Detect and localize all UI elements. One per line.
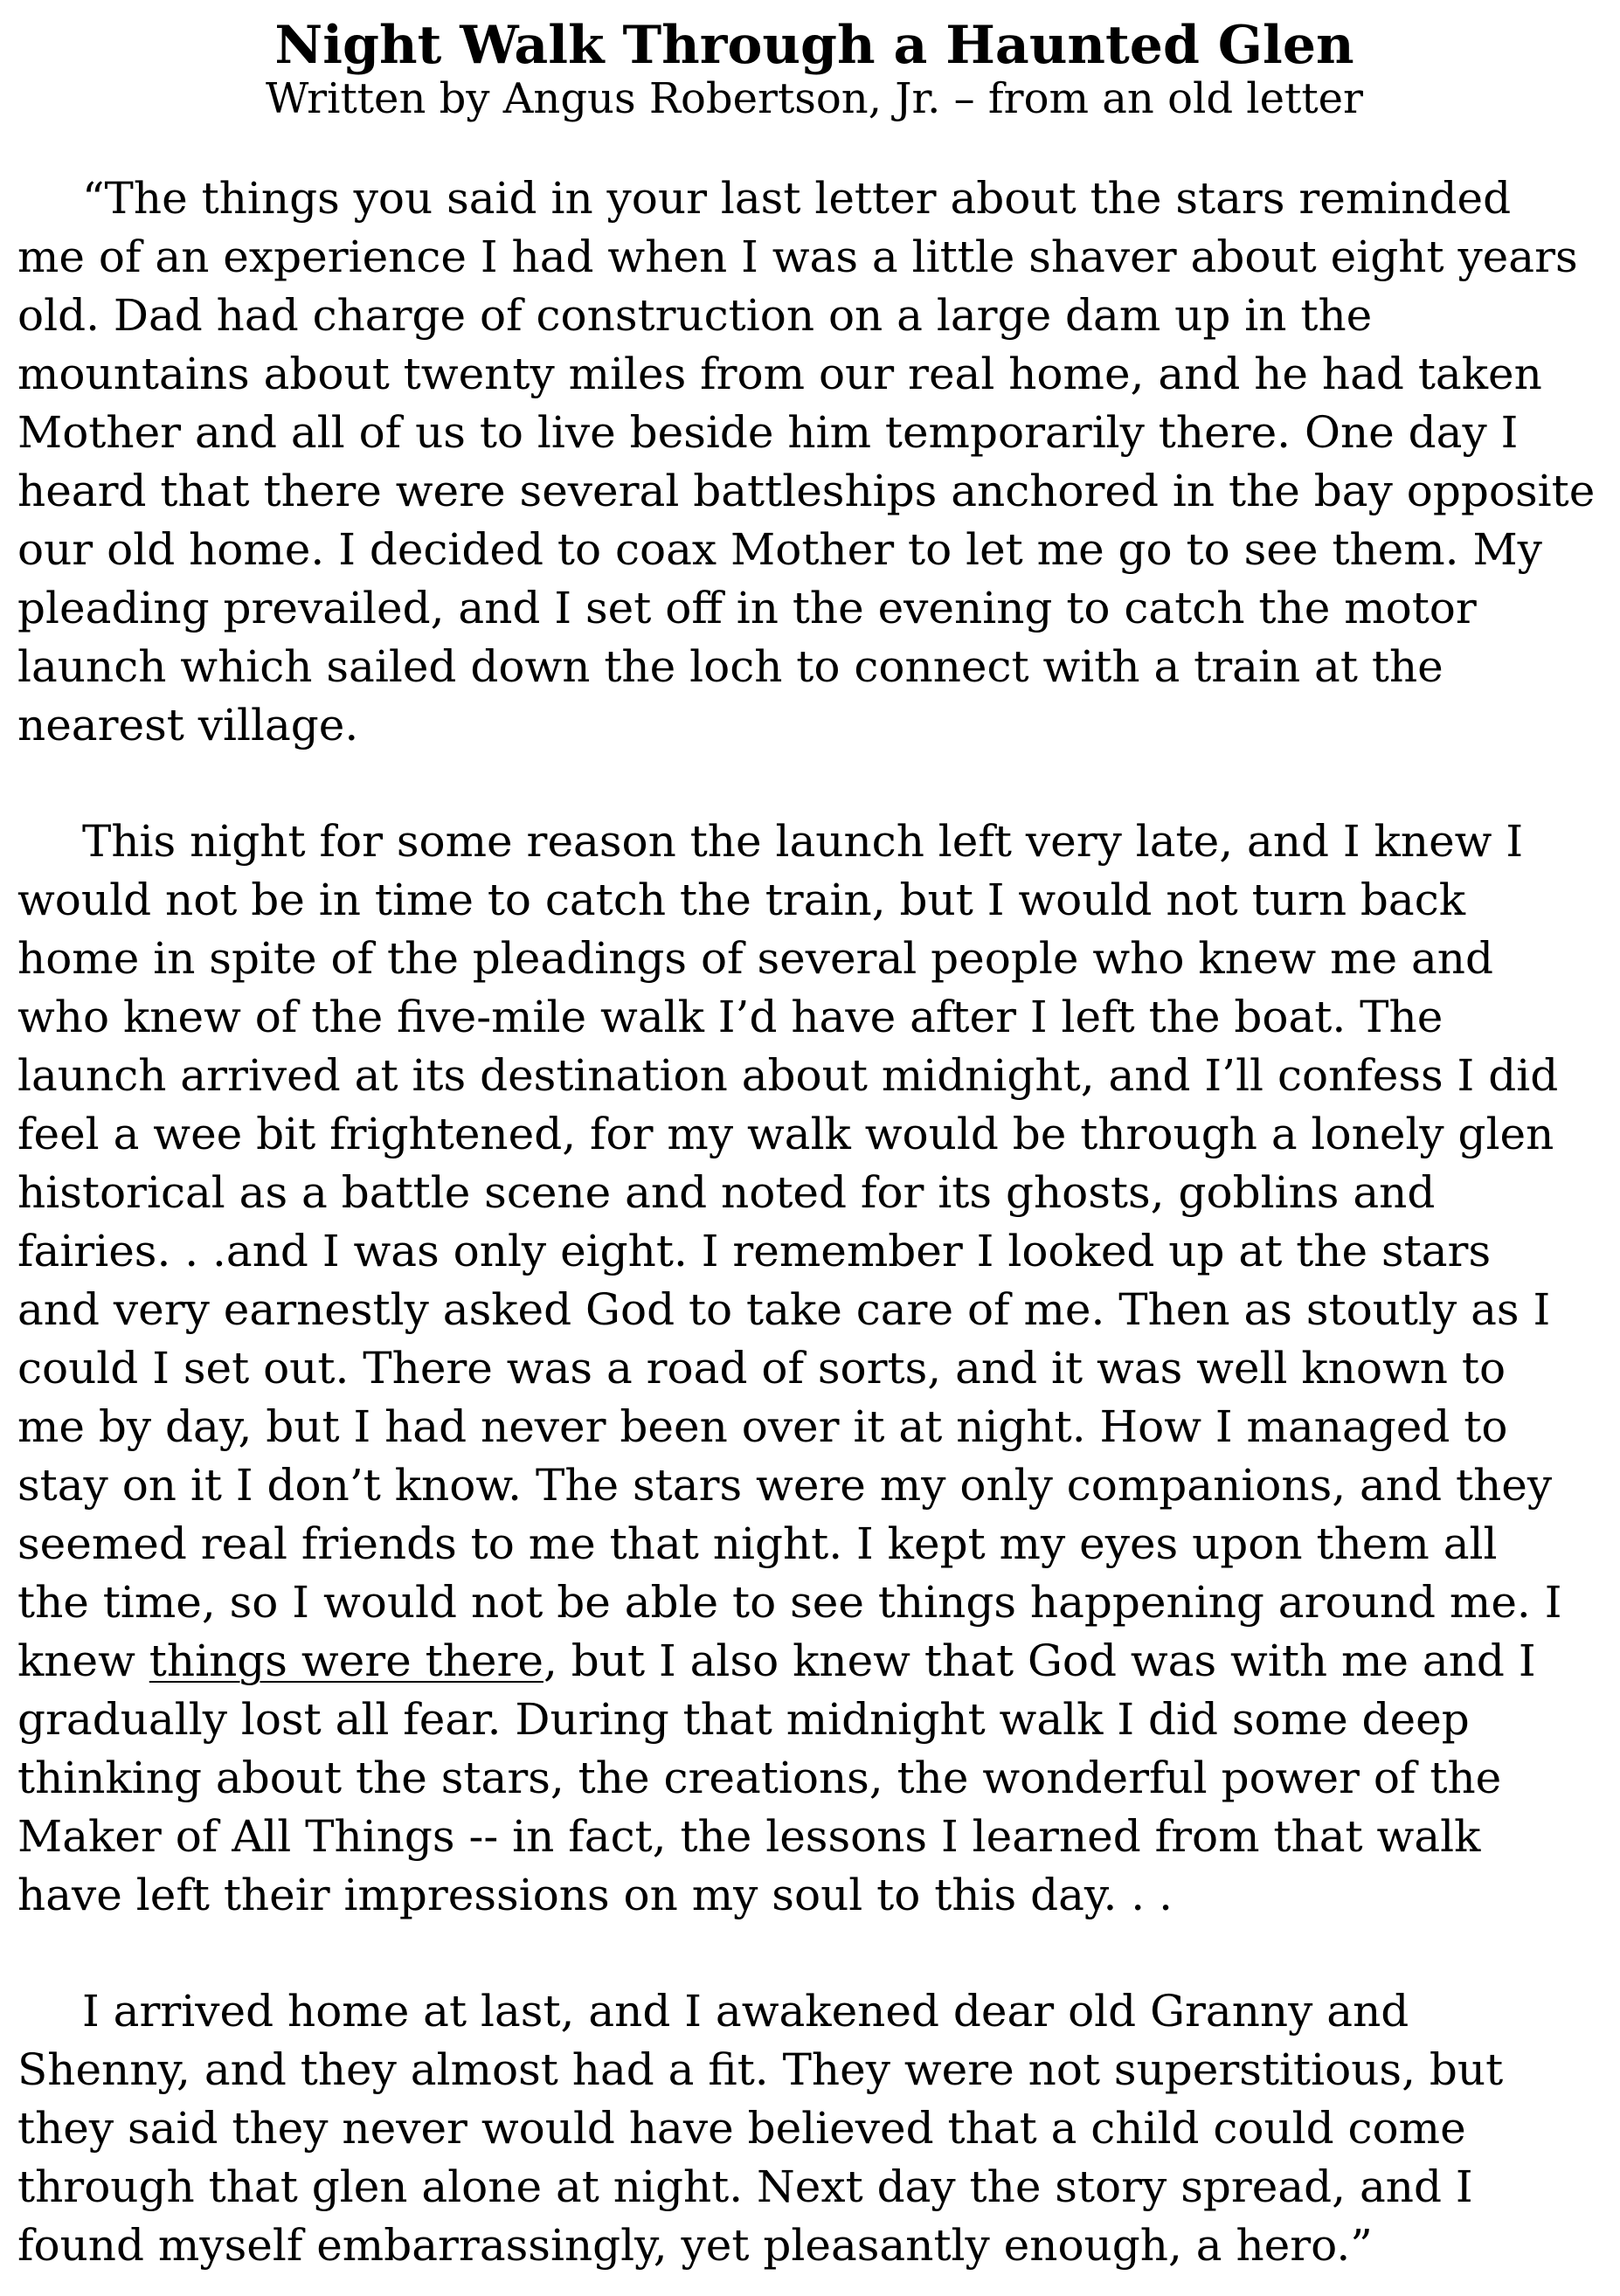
text-line: could I set out. There was a road of sorts, and it was well known to bbox=[17, 1343, 1506, 1394]
text-line: have left their impressions on my soul to this day. . . bbox=[17, 1870, 1173, 1920]
text-line: through that glen alone at night. Next day the story spread, and I bbox=[17, 2161, 1473, 2212]
text-line: stay on it I don’t know. The stars were my only companions, and they bbox=[17, 1460, 1553, 1511]
text-line-with-underline bbox=[17, 1632, 1611, 1691]
document-subtitle: Written by Angus Robertson, Jr. – from an old letter bbox=[266, 74, 1363, 123]
text-line: who knew of the five-mile walk I’d have after I left the boat. The bbox=[17, 992, 1443, 1042]
text-line: home in spite of the pleadings of several people who knew me and bbox=[17, 933, 1494, 984]
text-line: old. Dad had charge of construction on a large dam up in the bbox=[17, 290, 1373, 341]
text-line: This night for some reason the launch left very late, and I knew I bbox=[82, 816, 1524, 867]
paragraph-2 bbox=[17, 813, 1611, 1925]
text-line: me of an experience I had when I was a little shaver about eight years bbox=[17, 232, 1578, 282]
text-line: Mother and all of us to live beside him temporarily there. One day I bbox=[17, 407, 1519, 458]
text-line: pleading prevailed, and I set off in the evening to catch the motor bbox=[17, 583, 1477, 633]
text-line: would not be in time to catch the train, but I would not turn back bbox=[17, 875, 1466, 925]
text-fragment: knew bbox=[17, 1636, 149, 1686]
text-line: the time, so I would not be able to see things happening around me. I bbox=[17, 1577, 1562, 1628]
text-line: heard that there were several battleships anchored in the bay opposite bbox=[17, 466, 1596, 516]
text-line: thinking about the stars, the creations, the wonderful power of the bbox=[17, 1753, 1502, 1803]
text-line: fairies. . .and I was only eight. I remember I looked up at the stars bbox=[17, 1226, 1492, 1276]
text-line: “The things you said in your last letter about the stars reminded bbox=[82, 173, 1512, 224]
underlined-phrase: things were there bbox=[149, 1636, 543, 1686]
text-line: they said they never would have believed that a child could come bbox=[17, 2103, 1466, 2154]
text-line: historical as a battle scene and noted for its ghosts, goblins and bbox=[17, 1167, 1436, 1218]
text-line: our old home. I decided to coax Mother to let me go to see them. My bbox=[17, 524, 1542, 575]
text-line: Maker of All Things -- in fact, the lessons I learned from that walk bbox=[17, 1811, 1481, 1862]
text-line: nearest village. bbox=[17, 700, 359, 750]
text-line: Shenny, and they almost had a fit. They were not superstitious, but bbox=[17, 2044, 1504, 2095]
text-fragment: , but I also knew that God was with me and I bbox=[543, 1636, 1536, 1686]
text-line: feel a wee bit frightened, for my walk would be through a lonely glen bbox=[17, 1109, 1554, 1159]
document-title: Night Walk Through a Haunted Glen bbox=[274, 15, 1354, 76]
text-line: seemed real friends to me that night. I kept my eyes upon them all bbox=[17, 1518, 1498, 1569]
text-line: I arrived home at last, and I awakened dear old Granny and bbox=[82, 1986, 1409, 2037]
text-line: mountains about twenty miles from our real home, and he had taken bbox=[17, 349, 1542, 399]
paragraph-1 bbox=[17, 169, 1611, 755]
paragraph-3 bbox=[17, 1982, 1611, 2275]
text-line: found myself embarrassingly, yet pleasantly enough, a hero.” bbox=[17, 2220, 1373, 2271]
text-line: me by day, but I had never been over it at night. How I managed to bbox=[17, 1401, 1508, 1452]
text-line: launch which sailed down the loch to connect with a train at the bbox=[17, 641, 1443, 692]
text-line: launch arrived at its destination about midnight, and I’ll confess I did bbox=[17, 1050, 1559, 1101]
text-line: gradually lost all fear. During that midnight walk I did some deep bbox=[17, 1694, 1470, 1745]
text-line: and very earnestly asked God to take care of me. Then as stoutly as I bbox=[17, 1284, 1551, 1335]
